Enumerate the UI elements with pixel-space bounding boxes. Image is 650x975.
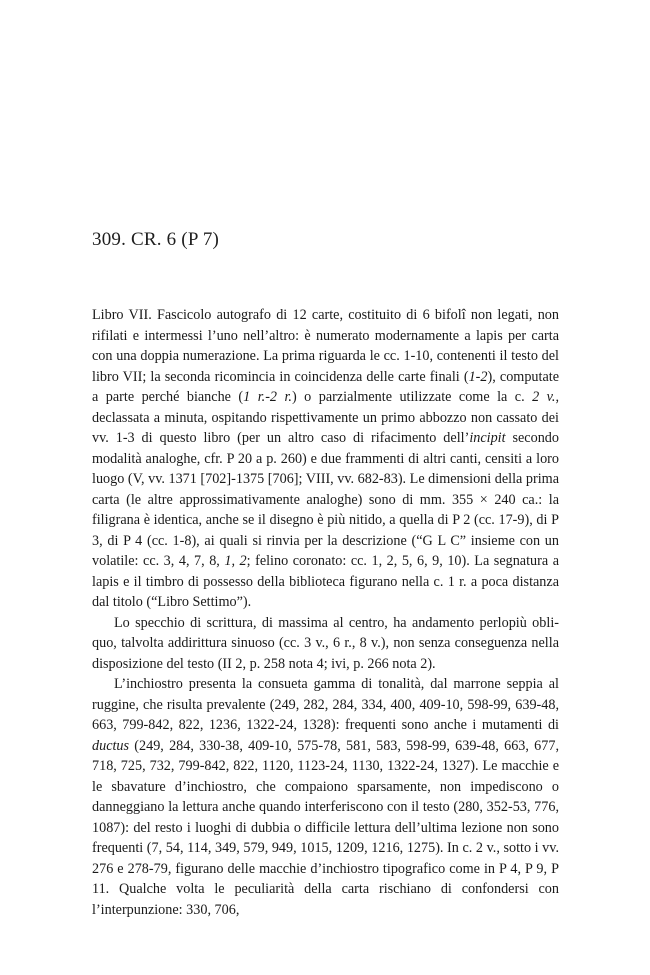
italic-run: 2 v.: [532, 389, 556, 405]
body-text: [92, 305, 559, 920]
section-heading: 309. CR. 6 (P 7): [92, 229, 220, 250]
italic-run: 1 r.-2 r.: [243, 389, 292, 405]
italic-run: 1-2: [468, 368, 488, 385]
text-run: , declassata a minuta, ospitando rispettivamente un primo abbozzo non cassato dei vv. 1-3 di questo libro (per un altro caso di rifacimento dell’: [92, 389, 560, 446]
italic-run: incipit: [469, 430, 506, 446]
text-run: ; felino coronato: cc. 1, 2, 5, 6, 9, 10). La segnatura a lapis e il timbro di possesso della biblioteca figurano nella c. 1 r. a poca distanza dal titolo (“Libro Settimo”).: [92, 553, 559, 610]
text-run: Lo specchio di scrittura, di massima al centro, ha andamento perlopiù obliquo, talvolta addirittura sinuoso (cc. 3 v., 6 r., 8 v.), non senza conseguenza nella disposizione del testo (II 2, p. 258 nota 4; ivi, p. 266 nota 2).: [92, 614, 559, 672]
text-run: ), computate a parte perché bianche (: [92, 368, 559, 405]
text-run: L’inchiostro presenta la consueta gamma di tonalità, dal marrone seppia al ruggine, che risulta prevalente (249, 282, 284, 334, 400, 409-10, 598-99, 639-48, 663, 799-842, 822, 1236, 1322-24, 1328): frequenti sono anche i mutamenti di: [92, 676, 559, 733]
text-run: Libro VII. Fascicolo autografo di 12 carte, costituito di 6 bifolî non legati, non rifilati e intermessi l’uno nell’altro: è numerato modernamente a lapis per carta con una doppia numerazione. La prima riguarda le cc. 1-10, contenenti il testo del libro VII; la seconda ricomincia in coincidenza delle carte finali (: [92, 307, 559, 385]
text-run: ) o parzialmente utilizzate come la c.: [291, 389, 533, 405]
text-run: secondo modalità analoghe, cfr. P 20 a p. 260) e due frammenti di altri canti, censiti a loro luogo (V, vv. 1371 [702]-1375 [706]; VIII, vv. 682-83). Le dimensioni della prima carta (le altre approssimativamente analoghe) sono di mm. 355 × 240 ca.: la filigrana è identica, anche se il disegno è più nitido, a quella di P 2 (cc. 17-9), di P 3, di P 4 (cc. 1-8), ai quali si rinvia per la descrizione (“G L C” insieme con un volatile: cc. 3, 4, 7, 8,: [92, 430, 559, 569]
paragraph-description: [92, 305, 559, 613]
italic-run: ductus: [92, 737, 130, 754]
paragraph-ink: [92, 674, 559, 920]
italic-run: 1, 2: [224, 553, 247, 569]
paragraph-writing-area: [92, 613, 559, 675]
text-run: (249, 284, 330-38, 409-10, 575-78, 581, 583, 598-99, 639-48, 663, 677, 718, 725, 732, 799-842, 822, 1120, 1123-24, 1130, 1322-24, 1327). Le macchie e le sbavature d’inchiostro, che compaiono sparsamente, non impediscono o danneggiano la lettura anche quando interferiscono con il testo (280, 352-53, 776, 1087): del resto i luoghi di dubbia o difficile lettura dell’ultima lezione non sono frequenti (7, 54, 114, 349, 579, 949, 1015, 1209, 1216, 1275). In c. 2 v., sotto i vv. 276 e 278-79, figurano delle macchie d’inchiostro tipografico come in P 4, P 9, P 11. Qualche volta le peculiarità della carta rischiano di confondersi con l’interpunzione: 330, 706,: [92, 737, 559, 918]
